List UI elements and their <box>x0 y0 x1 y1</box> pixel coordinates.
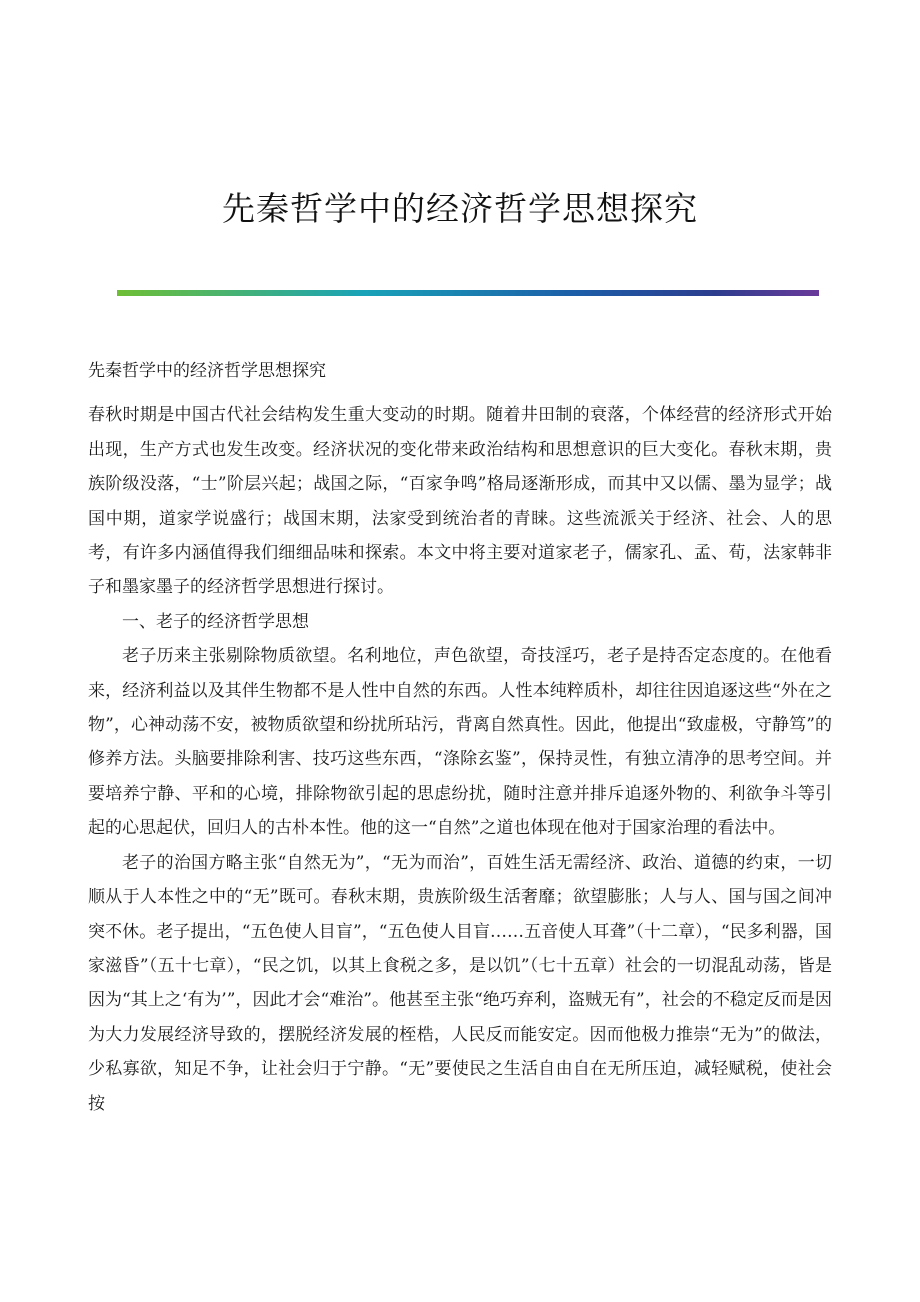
body-paragraph: 老子历来主张剔除物质欲望。名利地位，声色欲望，奇技淫巧，老子是持否定态度的。在他看来，经济利益以及其伴生物都不是人性中自然的东西。人性本纯粹质朴，却往往因追逐这些“外在之物”，心神动荡不安，被物质欲望和纷扰所玷污，背离自然真性。因此，他提出“致虚极，守静笃”的修养方法。头脑要排除利害、技巧这些东西，“涤除玄鉴”，保持灵性，有独立清净的思考空间。并要培养宁静、平和的心境，排除物欲引起的思虑纷扰，随时注意并排斥追逐外物的、利欲争斗等引起的心思起伏，回归人的古朴本性。他的这一“自然”之道也体现在他对于国家治理的看法中。 <box>88 646 832 839</box>
document-body <box>88 354 832 1121</box>
document-subtitle: 先秦哲学中的经济哲学思想探究 <box>88 361 326 381</box>
title-divider <box>117 290 819 296</box>
section-heading: 一、老子的经济哲学思想 <box>122 611 309 632</box>
intro-paragraph: 春秋时期是中国古代社会结构发生重大变动的时期。随着井田制的衰落，个体经营的经济形式开始出现，生产方式也发生改变。经济状况的变化带来政治结构和思想意识的巨大变化。春秋末期，贵族阶级没落，“士”阶层兴起；战国之际，“百家争鸣”格局逐渐形成，而其中又以儒、墨为显学；战国中期，道家学说盛行；战国末期，法家受到统治者的青睐。这些流派关于经济、社会、人的思考，有许多内涵值得我们细细品味和探索。本文中将主要对道家老子，儒家孔、孟、荀，法家韩非子和墨家墨子的经济哲学思想进行探讨。 <box>88 405 832 598</box>
document-title: 先秦哲学中的经济哲学思想探究 <box>222 189 698 228</box>
body-paragraph: 老子的治国方略主张“自然无为”，“无为而治”，百姓生活无需经济、政治、道德的约束，一切顺从于人本性之中的“无”既可。春秋末期，贵族阶级生活奢靡；欲望膨胀；人与人、国与国之间冲突不休。老子提出，“五色使人目盲”，“五色使人目盲……五音使人耳聋”（十二章），“民多利器，国家滋昏”（五十七章），“民之饥，以其上食税之多，是以饥”（七十五章）社会的一切混乱动荡，皆是因为“其上之‘有为’”，因此才会“难治”。他甚至主张“绝巧弃利，盗贼无有”，社会的不稳定反而是因为大力发展经济导致的，摆脱经济发展的桎梏，人民反而能安定。因而他极力推崇“无为”的做法，少私寡欲，知足不争，让社会归于宁静。“无”要使民之生活自由自在无所压迫，减轻赋税，使社会按 <box>88 852 832 1114</box>
